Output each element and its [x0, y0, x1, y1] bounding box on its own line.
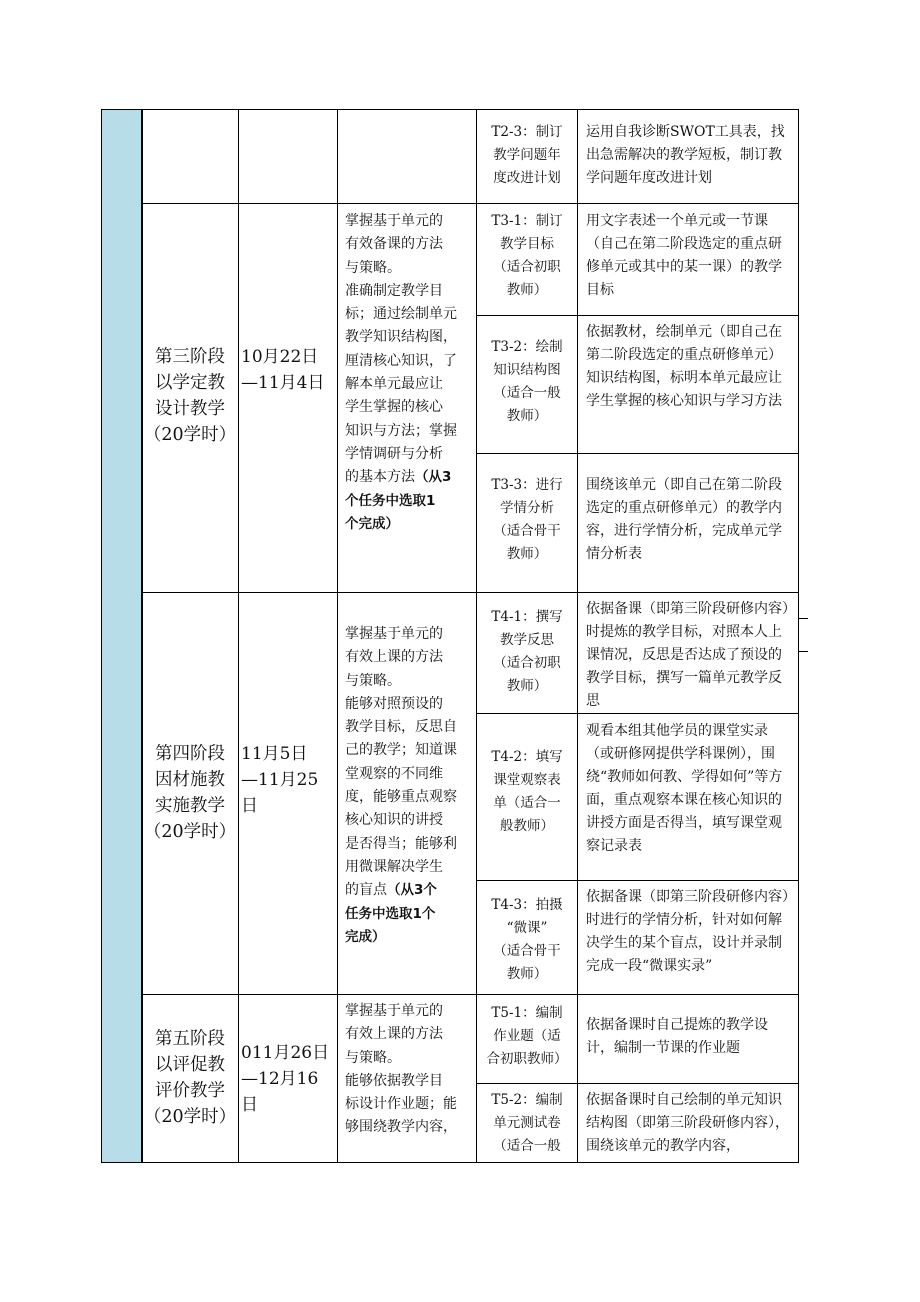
- task-name-t5-2: T5-2：编制 单元测试卷 （适合一般: [491, 1092, 563, 1154]
- task-name-t3-2: T3-2：绘制 知识结构图 （适合一般 教师）: [491, 339, 563, 424]
- stage-4-goal-note: （从3个 任务中选取1个 完成）: [345, 882, 437, 945]
- task-name-t4-2: T4-2：填写 课堂观察表 单（适合一 般教师）: [491, 749, 563, 834]
- stage-4-date: 11月5日 —11月25 日: [241, 744, 319, 816]
- stage-4-goal-text: 掌握基于单元的 有效上课的方法 与策略。 能够对照预设的 教学目标，反思自 己的教学；知道课 堂观察的不同维 度，能够重点观察 核心知识的讲授 是否得当；能够利 用微课解决学生 的盲点: [345, 626, 457, 899]
- stage-4-goal: [345, 623, 473, 949]
- stage-5-date: 011月26日 —12月16 日: [241, 1043, 330, 1115]
- task-desc-t3-3: 围绕该单元（即自己在第二阶段选定的重点研修单元）的教学内容，进行学情分析，完成单元学情分析表: [586, 477, 782, 562]
- stage-5-goal: 掌握基于单元的 有效上课的方法 与策略。 能够依据教学目 标设计作业题；能 够围绕教学内容，: [345, 1003, 457, 1136]
- stage-3-goal-note: （从3 个任务中选取1 个完成）: [345, 469, 452, 532]
- task-name-t5-1: T5-1：编制 作业题（适 合初职教师）: [486, 1005, 568, 1067]
- task-desc-t4-2: 观看本组其他学员的课堂实录（或研修网提供学科课例），围绕“教师如何教、学得如何”等方面，重点观察本课在核心知识的讲授方面是否得当，填写课堂观察记录表: [586, 723, 783, 854]
- task-desc-t4-3: 依据备课（即第三阶段研修内容）时进行的学情分析，针对如何解决学生的某个盲点，设计并录制完成一段“微课实录”: [586, 889, 789, 974]
- task-name-t2-3: T2-3：制订 教学问题年 度改进计划: [491, 124, 563, 186]
- task-desc-t5-2: 依据备课时自己绘制的单元知识结构图（即第三阶段研修内容），围绕该单元的教学内容，: [586, 1092, 789, 1154]
- task-desc-t5-1: 依据备课时自己提炼的教学设计，编制一节课的作业题: [586, 1017, 768, 1056]
- left-color-band: [101, 109, 142, 1163]
- stage-5-label: 第五阶段 以评促教 评价教学 （20学时）: [143, 1029, 237, 1127]
- task-name-t4-3: T4-3：拍摄 “微课” （适合骨干 教师）: [491, 897, 563, 982]
- task-name-t3-1: T3-1：制订 教学目标 （适合初职 教师）: [491, 213, 563, 298]
- stage-3-date: 10月22日 —11月4日: [241, 347, 325, 393]
- task-desc-t3-2: 依据教材，绘制单元（即自己在第二阶段选定的重点研修单元）知识结构图，标明本单元最应让学生掌握的核心知识与学习方法: [586, 324, 782, 409]
- stage-3-goal-text: 掌握基于单元的 有效备课的方法 与策略。 准确制定教学目 标；通过绘制单元 教学知识结构图， 厘清核心知识，了 解本单元最应让 学生掌握的核心 知识与方法；掌握 学情调研与分析 的基本方法: [345, 213, 457, 486]
- stage-3-label: 第三阶段 以学定教 设计教学 （20学时）: [143, 347, 237, 445]
- task-desc-t4-1: 依据备课（即第三阶段研修内容）时提炼的教学目标，对照本人上课情况，反思是否达成了预设的教学目标，撰写一篇单元教学反思: [586, 601, 789, 709]
- task-desc-t3-1: 用文字表述一个单元或一节课（自己在第二阶段选定的重点研修单元或其中的某一课）的教学目标: [586, 213, 782, 298]
- task-desc-t2-3: 运用自我诊断SWOT工具表，找出急需解决的教学短板，制订教学问题年度改进计划: [586, 124, 785, 186]
- stage-3-goal: [345, 210, 473, 536]
- stage-4-label: 第四阶段 因材施教 实施教学 （20学时）: [143, 744, 237, 842]
- task-name-t3-3: T3-3：进行 学情分析 （适合骨干 教师）: [491, 477, 563, 562]
- task-name-t4-1: T4-1：撰写 教学反思 （适合初职 教师）: [491, 609, 563, 694]
